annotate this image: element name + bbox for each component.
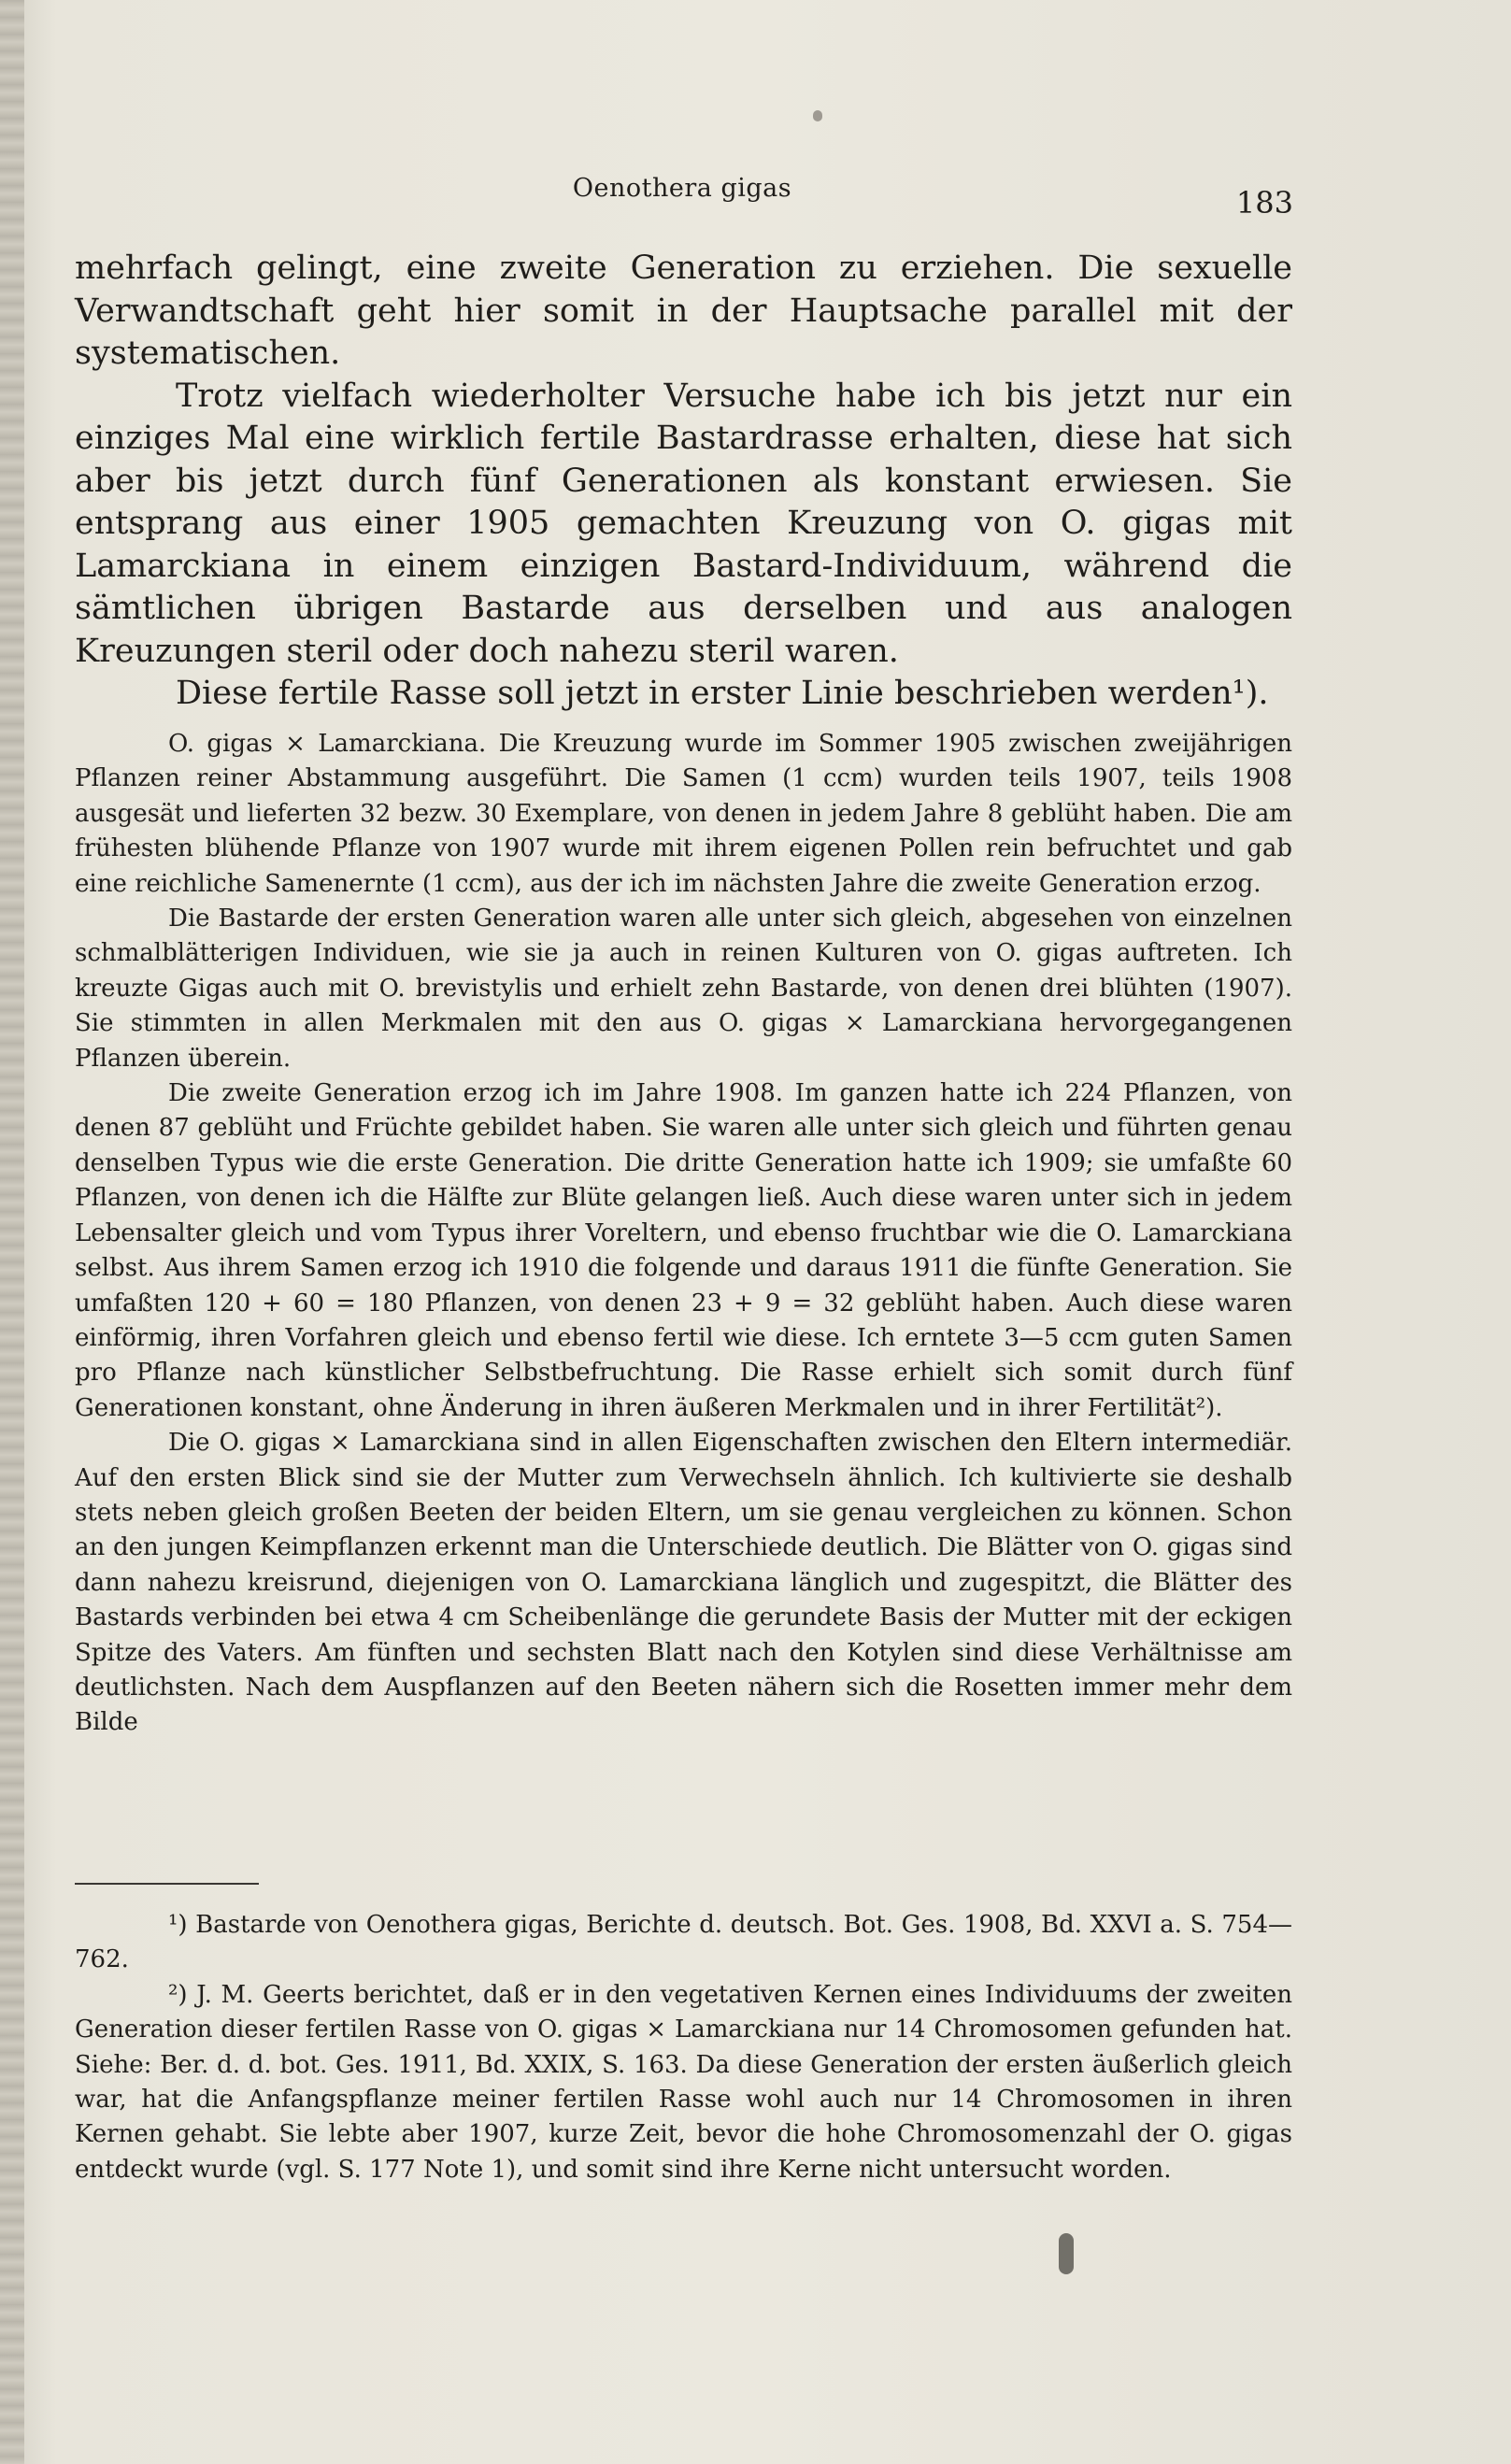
small-paragraph-3: Die zweite Generation erzog ich im Jahre 1908. Im ganzen hatte ich 224 Pflanzen, von denen 87 geblüht und Früchte gebildet haben. Sie waren alle unter sich gleich und führten genau denselben Typus wie die erste Generation. Die dritte Generation hatte ich 1909; sie umfaßte 60 Pflanzen, von denen ich die Hälfte zur Blüte gelangen ließ. Auch diese waren unter sich in jedem Lebensalter gleich und vom Typus ihrer Voreltern, und ebenso fruchtbar wie die O. Lamarckiana selbst. Aus ihrem Samen erzog ich 1910 die folgende und daraus 1911 die fünfte Generation. Sie umfaßten 120 + 60 = 180 Pflanzen, von denen 23 + 9 = 32 geblüht haben. Auch diese waren einförmig, ihren Vorfahren gleich und ebenso fertil wie diese. Ich erntete 3—5 ccm guten Samen pro Pflanze nach künstlicher Selbstbefruchtung. Die Rasse erhielt sich somit durch fünf Generationen konstant, ohne Änderung in ihren äußeren Merkmalen und in ihrer Fertilität²).	[75, 1079, 1292, 1422]
page-header	[75, 174, 1293, 221]
body-paragraph-3: Diese fertile Rasse soll jetzt in erster Linie beschrieben werden¹).	[176, 675, 1269, 712]
running-title: Oenothera gigas	[572, 174, 792, 203]
body-paragraph-2: Trotz vielfach wiederholter Versuche habe ich bis jetzt nur ein einziges Mal eine wirklich fertile Bastardrasse erhalten, diese hat sich aber bis jetzt durch fünf Generationen als konstant erwiesen. Sie entsprang aus einer 1905 gemachten Kreuzung von O. gigas mit Lamarckiana in einem einzigen Bastard-Individuum, während die sämtlichen übrigen Bastarde aus derselben und aus analogen Kreuzungen steril oder doch nahezu steril waren.	[75, 377, 1292, 670]
ink-smudge	[1059, 2233, 1074, 2274]
small-paragraph-1: O. gigas × Lamarckiana. Die Kreuzung wurde im Sommer 1905 zwischen zweijährigen Pflanzen reiner Abstammung ausgeführt. Die Samen (1 ccm) wurden teils 1907, teils 1908 ausgesät und lieferten 32 bezw. 30 Exemplare, von denen in jedem Jahre 8 geblüht haben. Die am frühesten blühende Pflanze von 1907 wurde mit ihrem eigenen Pollen rein befruchtet und gab eine reichliche Samenernte (1 ccm), aus der ich im nächsten Jahre die zweite Generation erzog.	[75, 730, 1292, 898]
small-paragraph-2: Die Bastarde der ersten Generation waren alle unter sich gleich, abgesehen von einzelnen schmalblätterigen Individuen, wie sie ja auch in reinen Kulturen von O. gigas auftreten. Ich kreuzte Gigas auch mit O. brevistylis und erhielt zehn Bastarde, von denen drei blühten (1907). Sie stimmten in allen Merkmalen mit den aus O. gigas × Lamarckiana hervorgegangenen Pflanzen überein.	[75, 904, 1292, 1073]
footnotes	[75, 1908, 1292, 2187]
main-body-text	[75, 248, 1292, 716]
footnote-2: ²) J. M. Geerts berichtet, daß er in den vegetativen Kernen eines Individuums der zweiten Generation dieser fertilen Rasse von O. gigas × Lamarckiana nur 14 Chromosomen gefunden hat. Siehe: Ber. d. d. bot. Ges. 1911, Bd. XXIX, S. 163. Da diese Generation der ersten äußerlich gleich war, hat die Anfangspflanze meiner fertilen Rasse wohl auch nur 14 Chromosomen in ihren Kernen gehabt. Sie lebte aber 1907, kurze Zeit, bevor die hohe Chromosomenzahl der O. gigas entdeckt wurde (vgl. S. 177 Note 1), und somit sind ihre Kerne nicht untersucht worden.	[75, 1980, 1292, 2184]
book-spine-edge	[0, 0, 24, 2464]
footnote-divider	[75, 1883, 259, 1885]
small-paragraph-4: Die O. gigas × Lamarckiana sind in allen Eigenschaften zwischen den Eltern intermediär. Auf den ersten Blick sind sie der Mutter zum Verwechseln ähnlich. Ich kultivierte sie deshalb stets neben gleich großen Beeten der beiden Eltern, um sie genau vergleichen zu können. Schon an den jungen Keimpflanzen erkennt man die Unterschiede deutlich. Die Blätter von O. gigas sind dann nahezu kreisrund, diejenigen von O. Lamarckiana länglich und zugespitzt, die Blätter des Bastards verbinden bei etwa 4 cm Scheibenlänge die gerundete Basis der Mutter mit der eckigen Spitze des Vaters. Am fünften und sechsten Blatt nach den Kotylen sind diese Verhältnisse am deutlichsten. Nach dem Auspflanzen auf den Beeten nähern sich die Rosetten immer mehr dem Bilde	[75, 1429, 1292, 1737]
footnote-1: ¹) Bastarde von Oenothera gigas, Berichte d. deutsch. Bot. Ges. 1908, Bd. XXVI a. S. 754—762.	[75, 1911, 1292, 1974]
page-number: 183	[1235, 185, 1293, 221]
body-paragraph-1: mehrfach gelingt, eine zweite Generation zu erziehen. Die sexuelle Verwandtschaft geht hier somit in der Hauptsache parallel mit der systematischen.	[75, 249, 1292, 372]
small-print-section	[75, 727, 1292, 1741]
ink-speck	[813, 110, 822, 121]
